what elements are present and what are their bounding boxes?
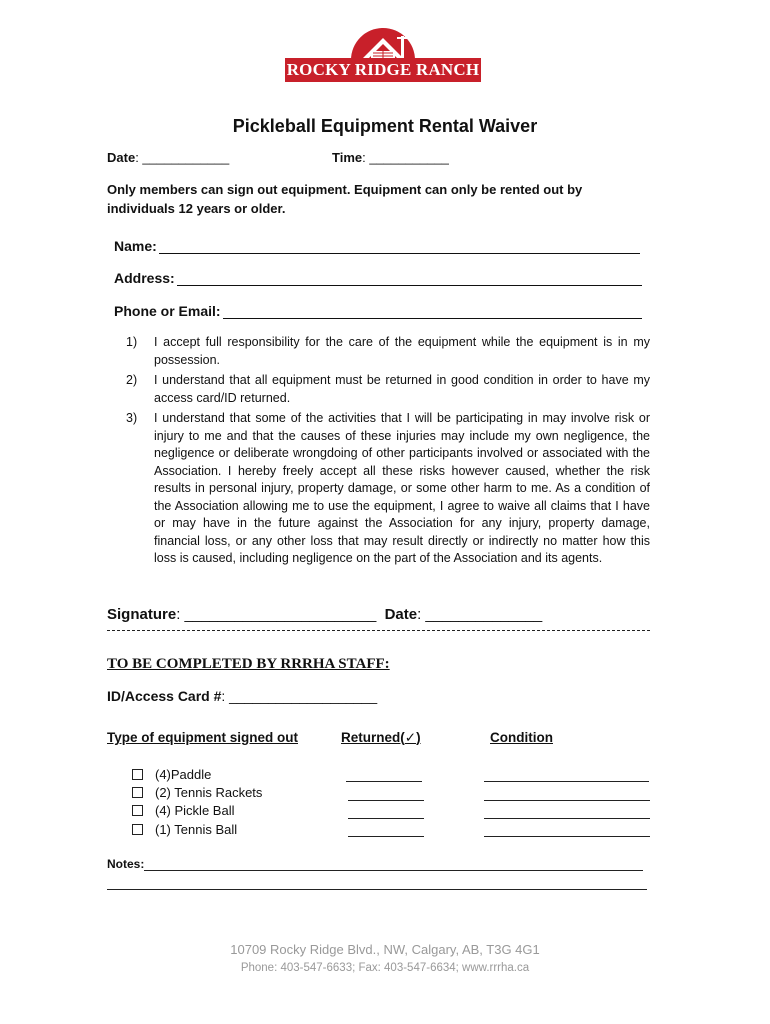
returned-line[interactable] (346, 781, 422, 782)
column-type: Type of equipment signed out (107, 730, 298, 745)
membership-notice: Only members can sign out equipment. Equipment can only be rented out by individuals 12 years or older. (107, 182, 583, 216)
equipment-item[interactable]: (4)Paddle (132, 767, 211, 782)
time-label: Time (332, 150, 363, 165)
returned-line[interactable] (348, 800, 424, 801)
dashed-divider (107, 630, 650, 631)
address-line[interactable] (177, 271, 642, 286)
notes-line-2[interactable] (107, 889, 647, 890)
checkmark-icon: ✓ (404, 730, 417, 745)
column-returned: Returned(✓) (341, 730, 421, 745)
condition-line[interactable] (484, 781, 649, 782)
checkbox-icon[interactable] (132, 769, 143, 780)
returned-line[interactable] (348, 836, 424, 837)
phone-email-label: Phone or Email: (114, 303, 221, 319)
address-field[interactable] (114, 270, 642, 286)
condition-line[interactable] (484, 818, 650, 819)
notes-line[interactable] (144, 858, 643, 871)
signature-label: Signature (107, 606, 177, 623)
signature-row[interactable] (107, 606, 542, 623)
time-field[interactable] (332, 150, 449, 165)
date-blank: : ____________ (135, 150, 230, 165)
condition-line[interactable] (484, 800, 650, 801)
equipment-item[interactable]: (4) Pickle Ball (132, 803, 234, 818)
address-label: Address: (114, 270, 175, 286)
signature-date-blank[interactable]: : ______________ (417, 606, 543, 623)
checkbox-icon[interactable] (132, 805, 143, 816)
id-card-label: ID/Access Card # (107, 688, 222, 704)
phone-email-field[interactable] (114, 303, 642, 319)
date-label: Date (107, 150, 136, 165)
name-field[interactable] (114, 238, 640, 254)
name-line[interactable] (159, 239, 640, 254)
notes-label: Notes: (107, 857, 145, 871)
logo (285, 24, 481, 84)
date-field[interactable] (107, 150, 229, 165)
time-blank: : ___________ (362, 150, 449, 165)
document-title: Pickleball Equipment Rental Waiver (232, 116, 538, 136)
notes-field[interactable] (107, 857, 643, 871)
term-item: 3) I understand that some of the activities that I will be participating in may involve risk or injury to me and that the causes of these injuries may include my own negligence, the negligence or deliberate wrongdoing of other participants involved or associated with the Association. I hereby freely accept all these risks however caused, whether the risk results in personal injury, property damage, or some other harm to me. As a condition of the Association allowing me to use the equipment, I agree to waive all claims that I have or may have in the future against the Association for any injury, property damage, financial loss, or any other loss that may result directly or indirectly no matter how this loss is caused, including negligence on the part of the Association and its agents. (126, 411, 650, 565)
equipment-item[interactable]: (1) Tennis Ball (132, 822, 237, 837)
checkbox-icon[interactable] (132, 787, 143, 798)
checkbox-icon[interactable] (132, 824, 143, 835)
signature-date-label: Date (384, 606, 418, 623)
phone-email-line[interactable] (223, 304, 642, 319)
logo-text: ROCKY RIDGE RANCH (285, 58, 481, 82)
name-label: Name: (114, 238, 157, 254)
terms-list (126, 334, 650, 571)
id-card-field[interactable] (107, 688, 377, 704)
term-item: 1) I accept full responsibility for the care of the equipment while the equipment is in my possession. (126, 335, 650, 367)
condition-line[interactable] (484, 836, 650, 837)
footer-contact: Phone: 403-547-6633; Fax: 403-547-6634; www.rrrha.ca (240, 962, 530, 974)
footer-address: 10709 Rocky Ridge Blvd., NW, Calgary, AB, T3G 4G1 (230, 942, 540, 957)
column-condition: Condition (490, 730, 553, 745)
term-item: 2) I understand that all equipment must be returned in good condition in order to have my access card/ID returned. (126, 373, 650, 405)
staff-section-heading: TO BE COMPLETED BY RRRHA STAFF: (107, 656, 390, 672)
signature-blank[interactable]: : _______________________ (176, 606, 377, 623)
id-card-blank[interactable]: : ___________________ (221, 688, 378, 704)
equipment-item[interactable]: (2) Tennis Rackets (132, 785, 262, 800)
returned-line[interactable] (348, 818, 424, 819)
